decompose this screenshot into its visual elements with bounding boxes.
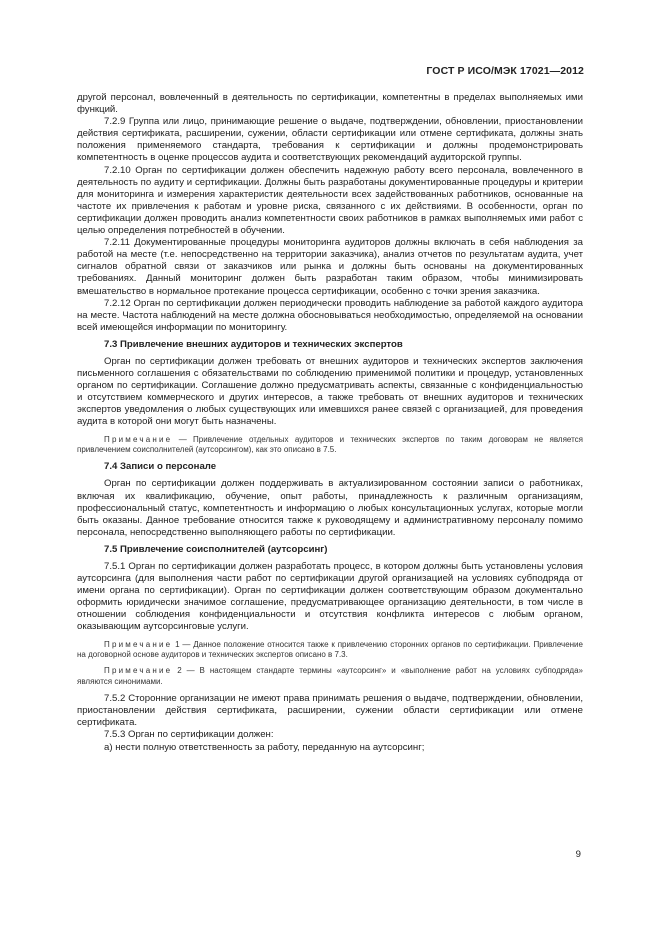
clause-7-5-2: 7.5.2 Сторонние организации не имеют права принимать решения о выдаче, подтверждении, обновлении, приостановлении действия сертификата, расширении, сужении области сертификации или отмене сертификата. <box>77 693 583 729</box>
clause-7-3-text: Орган по сертификации должен требовать от внешних аудиторов и технических экспертов заключения письменного соглашения с обязательствами по соблюдению применимой политики и процедур, установленных органом по сертификации. Соглашение должно предусматривать аспекты, связанные с конфиденциальностью и отсутствием коммерческого и других интересов, а также требовать от внешних аудиторов и технических экспертов уведомления о любых существующих или имевшихся ранее связей с организацией, для проведения аудита в которой они могут быть назначены. <box>77 355 583 428</box>
heading-7-3: 7.3 Привлечение внешних аудиторов и технических экспертов <box>104 338 403 350</box>
note-7-3 <box>77 435 583 456</box>
paragraph-continuation: другой персонал, вовлеченный в деятельность по сертификации, компетентны в пределах выполняемых ими функций. <box>77 92 583 116</box>
heading-7-5: 7.5 Привлечение соисполнителей (аутсорсинг) <box>104 543 328 555</box>
note-label: Примечание <box>104 666 173 676</box>
note-label: Примечание <box>104 639 173 649</box>
standard-header: ГОСТ Р ИСО/МЭК 17021—2012 <box>426 65 584 77</box>
clause-7-2-9: 7.2.9 Группа или лицо, принимающие решение о выдаче, подтверждении, обновлении, приостановлении действия сертификата, расширении, сужении, области сертификации или отмене сертификата, должны знать положения применяемого стандарта, требования к сертификации и должны продемонстрировать компетентность в оценке процессов аудита и соответствующих рекомендаций аудиторской группы. <box>77 116 583 164</box>
heading-7-4: 7.4 Записи о персонале <box>104 461 217 473</box>
clause-7-2-10: 7.2.10 Орган по сертификации должен обеспечить надежную работу всего персонала, вовлеченного в деятельность по аудиту и сертификации. Должны быть разработаны документированные процедуры и критерии для мониторинга и измерения характеристик деятельности всех задействованных работников, основанные на частоте их привлечения к работам и уровне риска, связанного с их действиями. В особенности, орган по сертификации должен проводить анализ компетентности своих работников в рамках выполняемых ими работ с целью определения потребностей в обучении. <box>77 164 583 237</box>
note-text: 1 — Данное положение относится также к привлечению сторонних органов по сертификации. Привлечение на договорной основе аудиторов и технических экспертов описано в 7.3. <box>77 639 583 659</box>
note-7-5-2 <box>77 666 583 687</box>
clause-7-5-3: 7.5.3 Орган по сертификации должен: <box>104 729 274 741</box>
note-text: 2 — В настоящем стандарте термины «аутсорсинг» и «выполнение работ на условиях субподряда» являются синонимами. <box>77 666 583 686</box>
clause-7-4-text: Орган по сертификации должен поддерживать в актуализированном состоянии записи о работниках, включая их квалификацию, обучение, опыт работы, принадлежность к различным организациям, профессиональный статус, компетентность и информацию о любых консультационных услугах, которые могли быть оказаны. Данное требование относится также к руководящему и административному персоналу помимо персонала, непосредственно выполняющего работы по сертификации. <box>77 478 583 538</box>
note-label: Примечание <box>104 434 173 444</box>
note-7-5-1 <box>77 640 583 661</box>
page-number: 9 <box>575 849 581 860</box>
clause-7-5-3-item-a: а) нести полную ответственность за работу, переданную на аутсорсинг; <box>104 741 425 753</box>
note-text: — Привлечение отдельных аудиторов и технических экспертов по таким договорам не является привлечением соисполнителей (аутсорсингом), как это описано в 7.5. <box>77 434 583 454</box>
clause-7-2-11: 7.2.11 Документированные процедуры мониторинга аудиторов должны включать в себя наблюдения за работой на месте (т.е. непосредственно на территории заказчика), анализ отчетов по результатам аудита, учет сигналов обратной связи от заказчиков или рынка и должны быть основаны на документированных требованиях. Данный мониторинг должен быть разработан таким образом, чтобы минимизировать вмешательство в нормальное протекание процесса сертификации, особенно с точки зрения заказчика. <box>77 237 583 297</box>
clause-7-2-12: 7.2.12 Орган по сертификации должен периодически проводить наблюдение за работой каждого аудитора на месте. Частота наблюдений на месте должна обосновываться необходимостью, определяемой на основании всей имеющейся информации по мониторингу. <box>77 297 583 333</box>
page-content <box>77 92 583 754</box>
clause-7-5-1: 7.5.1 Орган по сертификации должен разработать процесс, в котором должны быть установлены условия аутсорсинга (для выполнения части работ по сертификации другой организацией на условиях субподряда от имени органа по сертификации). Орган по сертификации должен соответствующим образом документально оформить юридически значимое соглашение, предусматривающее организацию деятельности, в том числе в отношении соблюдения конфиденциальности и отсутствия конфликта интересов с любым органом, оказывающим аутсорсинговые услуги. <box>77 561 583 633</box>
